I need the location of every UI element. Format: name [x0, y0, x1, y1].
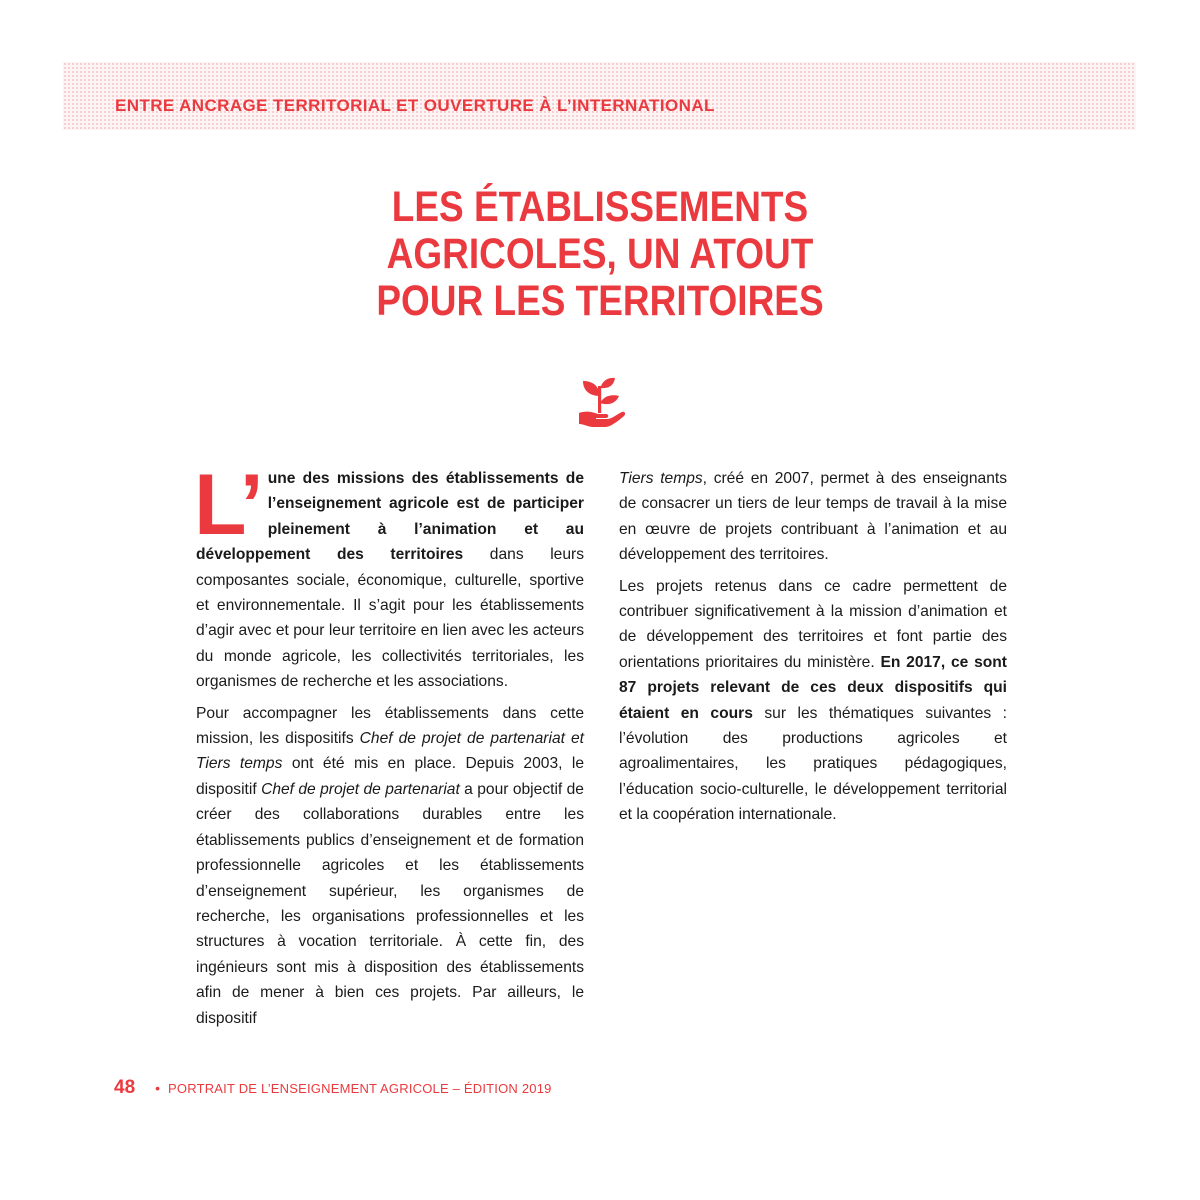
italic-text: Chef de projet de partenariat	[261, 780, 460, 798]
paragraph-text: Pour accompagner les établissements dans cette mission, les dispositifs	[196, 704, 584, 748]
page-title-line-2: AGRICOLES, UN ATOUT	[386, 230, 814, 278]
footer-bullet: •	[155, 1080, 161, 1096]
italic-text: Chef de projet de partenariat et Tiers temps	[196, 730, 584, 773]
italic-text: Tiers temps	[619, 470, 703, 487]
page-footer	[114, 1077, 552, 1099]
right-paragraph-1	[619, 466, 1007, 568]
right-column	[619, 466, 1007, 834]
paragraph-text: , créé en 2007, permet à des enseignants de consacrer un tiers de leur temps de travail à la mise en œuvre de projets contribuant à l’animation et au développement des territoires.	[619, 470, 1007, 564]
lead-bold-text: une des missions des établissements de l’enseignement agricole est de participer pleinement à l’animation et au développement des territoires	[196, 470, 584, 564]
page-title-line-3: POUR LES TERRITOIRES	[376, 277, 824, 325]
paragraph-text: sur les thématiques suivantes : l’évolution des productions agricoles et agroalimentaires, les pratiques pédagogiques, l’éducation socio-culturelle, le développement territorial et la coopération internationale.	[619, 704, 1007, 824]
paragraph-text: ont été mis en place. Depuis 2003, le dispositif	[196, 755, 585, 798]
paragraph-text: Les projets retenus dans ce cadre permettent de contribuer significativement à la mission d’animation et de développement des territoires et font partie des orientations prioritaires du ministère.	[619, 577, 1007, 671]
plant-in-hand-icon	[576, 376, 626, 430]
paragraph-text: dans leurs composantes sociale, économique, culturelle, sportive et environnementale. Il s’agit pour les établissements d’agir avec et pour leur territoire en lien avec les acteurs du monde agricole, les collectivités territoriales, les organismes de recherche et les associations.	[196, 546, 584, 691]
left-paragraph-1	[194, 457, 584, 695]
left-column	[194, 457, 585, 1037]
left-paragraph-2	[196, 701, 584, 1031]
section-title: ENTRE ANCRAGE TERRITORIAL ET OUVERTURE À L’INTERNATIONAL	[115, 96, 715, 115]
page-number: 48	[114, 1077, 136, 1098]
bold-text: En 2017, ce sont 87 projets relevant de ces deux dispositifs qui étaient en cours	[619, 653, 1007, 722]
page-title-line-1: LES ÉTABLISSEMENTS	[391, 183, 809, 231]
footer-publication-title: PORTRAIT DE L’ENSEIGNEMENT AGRICOLE – ÉDITION 2019	[168, 1081, 552, 1096]
right-paragraph-2	[619, 574, 1007, 828]
header-band	[63, 62, 1136, 130]
drop-cap: L’	[194, 457, 262, 553]
page-title	[342, 184, 858, 325]
paragraph-text: a pour objectif de créer des collaborations durables entre les établissements publics d’enseignement et de formation professionnelle agricoles et les établissements d’enseignement supérieur, les organismes de recherche, les organisations professionnelles et les structures à vocation territoriale. À cette fin, des ingénieurs sont mis à disposition des établissements afin de mener à bien ces projets. Par ailleurs, le dispositif	[196, 780, 584, 1027]
